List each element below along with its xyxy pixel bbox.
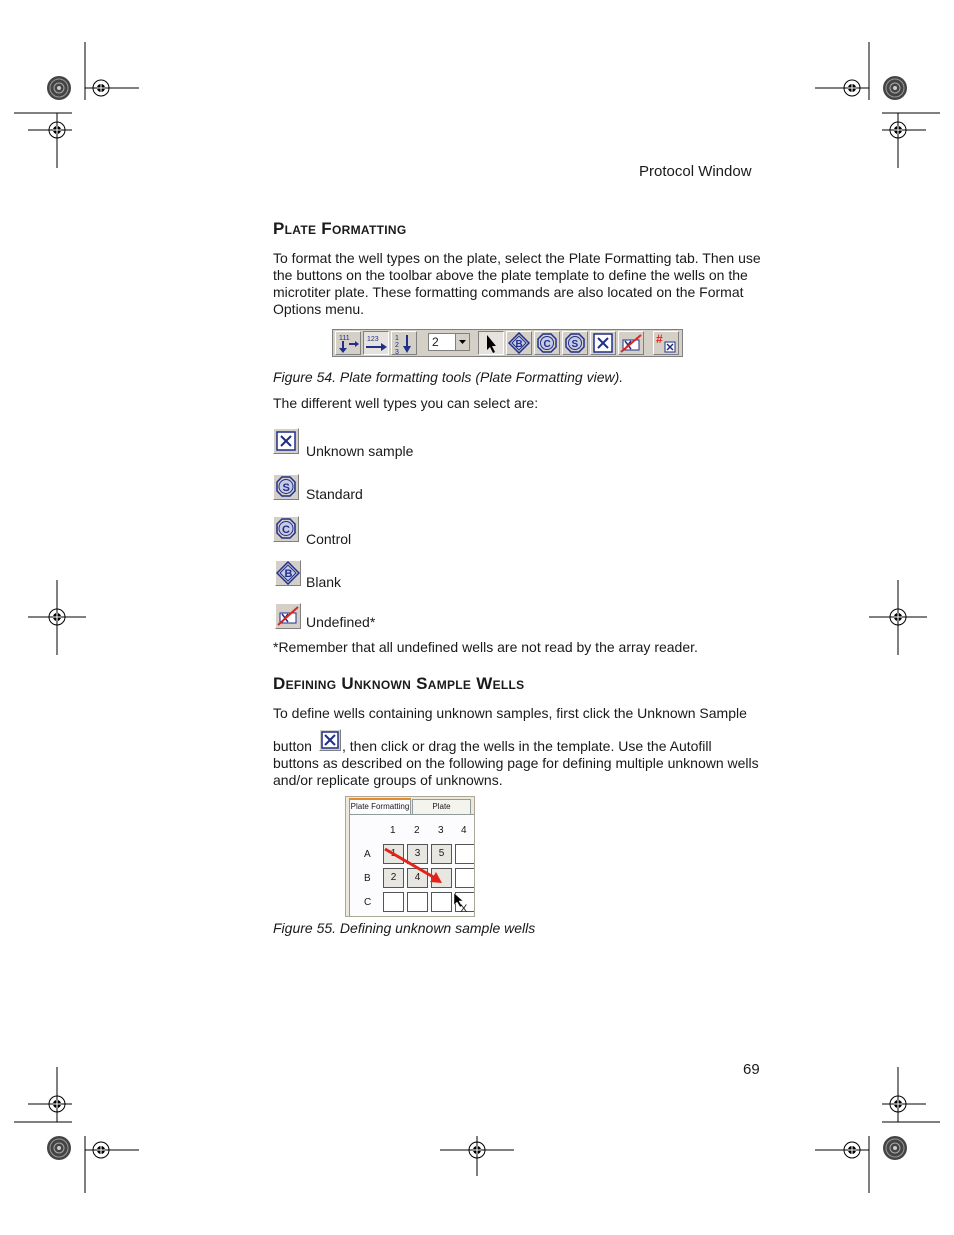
- cursor-label: X: [460, 903, 468, 915]
- unknown-sample-button[interactable]: [590, 331, 616, 355]
- undefined-button[interactable]: [618, 331, 644, 355]
- svg-text:123: 123: [367, 336, 379, 343]
- row-header: B: [364, 873, 371, 884]
- well-B1[interactable]: 2: [383, 868, 404, 888]
- blank-icon: [507, 332, 531, 354]
- blank-icon: [275, 560, 301, 586]
- section2-line2: , then click or drag the wells in the template. Use the Autofill: [342, 738, 712, 754]
- pointer-icon: [479, 332, 503, 354]
- svg-text:S: S: [571, 339, 579, 350]
- well-type-label: Standard: [306, 486, 363, 502]
- page-number: 69: [743, 1061, 760, 1078]
- standard-icon: [563, 332, 587, 354]
- section2-line3: buttons as described on the following page for defining multiple unknown wells and/or replicate groups of unknowns.: [273, 755, 759, 788]
- svg-text:S: S: [282, 482, 290, 494]
- column-header: 1: [390, 825, 396, 836]
- undefined-icon: [275, 603, 301, 629]
- autofill-series-button[interactable]: [391, 331, 417, 355]
- svg-text:C: C: [282, 524, 290, 536]
- svg-text:111: 111: [339, 335, 350, 342]
- svg-text:2: 2: [395, 342, 399, 349]
- replicate-count-select[interactable]: [428, 333, 470, 351]
- svg-text:B: B: [515, 339, 523, 350]
- footnote: *Remember that all undefined wells are not read by the array reader.: [273, 639, 698, 655]
- well-type-label: Control: [306, 531, 352, 547]
- running-header: Protocol Window: [639, 163, 752, 180]
- section-heading-defining-unknown: Defining Unknown Sample Wells: [273, 674, 525, 693]
- row-header: C: [364, 897, 372, 908]
- replicate-count-value: 2: [432, 335, 439, 349]
- well-type-label: Unknown sample: [306, 443, 414, 459]
- section2-line1: To define wells containing unknown samples, first click the Unknown Sample: [273, 705, 747, 721]
- column-header: 2: [414, 825, 420, 836]
- standard-icon: [273, 474, 299, 500]
- replicate-number-icon: [654, 332, 678, 354]
- plate-grid: [349, 814, 475, 917]
- tab-plate-formatting[interactable]: Plate Formatting: [349, 798, 411, 814]
- well-B2[interactable]: 4: [407, 868, 428, 888]
- unknown-sample-icon: [273, 428, 299, 454]
- autofill-down-icon: [336, 332, 360, 354]
- section2-button-word: button: [273, 738, 312, 754]
- figure-54-caption: Figure 54. Plate formatting tools (Plate Formatting view).: [273, 369, 624, 385]
- svg-text:B: B: [284, 568, 293, 580]
- pointer-button[interactable]: [478, 331, 504, 355]
- column-header: 3: [438, 825, 444, 836]
- well-A2[interactable]: 3: [407, 844, 428, 864]
- well-A3[interactable]: 5: [431, 844, 452, 864]
- autofill-down-button[interactable]: [335, 331, 361, 355]
- figure-55-caption: Figure 55. Defining unknown sample wells: [273, 920, 536, 936]
- blank-button[interactable]: [506, 331, 532, 355]
- well-type-label: Undefined*: [306, 614, 376, 630]
- autofill-across-icon: [364, 332, 388, 354]
- plate-formatting-toolbar: [332, 329, 683, 357]
- standard-button[interactable]: [562, 331, 588, 355]
- unknown-sample-icon: [591, 332, 615, 354]
- well-types-intro: The different well types you can select are:: [273, 395, 539, 411]
- control-icon: [535, 332, 559, 354]
- plate-template-figure: [345, 796, 475, 917]
- undefined-icon: [619, 332, 643, 354]
- svg-text:3: 3: [395, 349, 399, 354]
- unknown-sample-icon: [319, 729, 341, 751]
- well-type-label: Blank: [306, 574, 342, 590]
- tab-plate-groupings[interactable]: Plate: [412, 799, 471, 814]
- chevron-down-icon[interactable]: [455, 334, 469, 350]
- section-heading-plate-formatting: Plate Formatting: [273, 219, 407, 238]
- svg-text:#: #: [656, 332, 663, 346]
- control-icon: [273, 516, 299, 542]
- replicate-number-button[interactable]: [653, 331, 679, 355]
- control-button[interactable]: [534, 331, 560, 355]
- svg-text:C: C: [543, 339, 551, 350]
- autofill-series-icon: [392, 332, 416, 354]
- svg-text:1: 1: [395, 335, 399, 342]
- column-header: 4: [461, 825, 467, 836]
- row-header: A: [364, 849, 371, 860]
- intro-paragraph: To format the well types on the plate, select the Plate Formatting tab. Then use the buttons on the toolbar above the plate template to define the wells on the microtiter plate. These formatting commands are also located on the Format Options menu.: [273, 250, 761, 317]
- autofill-across-button[interactable]: [363, 331, 389, 355]
- drag-arrow-icon: [350, 815, 475, 917]
